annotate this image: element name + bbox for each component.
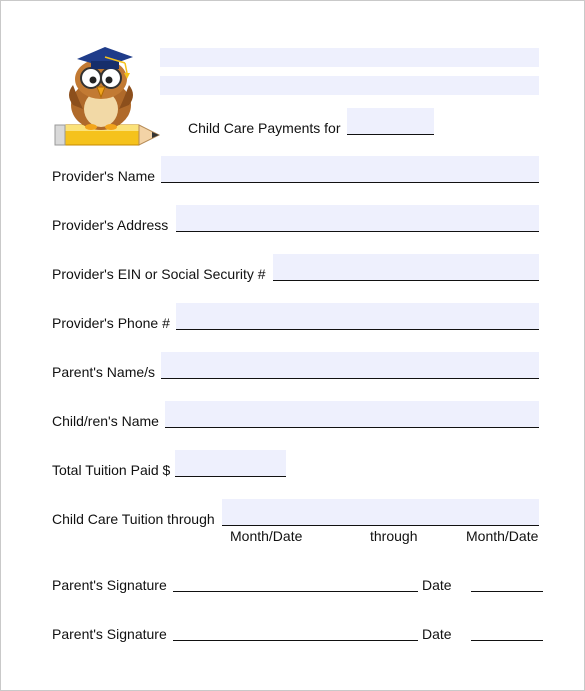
date-1-line[interactable] <box>471 591 543 592</box>
provider-phone-field[interactable] <box>176 303 539 330</box>
parent-names-field[interactable] <box>161 352 539 379</box>
children-names-label: Child/ren's Name <box>52 413 159 429</box>
date-2-label: Date <box>422 626 452 642</box>
header-field-1[interactable] <box>160 48 539 67</box>
provider-address-field[interactable] <box>176 205 539 232</box>
tuition-through-field[interactable] <box>222 499 539 526</box>
owl-graduate-icon <box>51 43 163 151</box>
parent-signature-1-line[interactable] <box>173 591 418 592</box>
tuition-through-label: Child Care Tuition through <box>52 511 215 527</box>
month-date-end-label: Month/Date <box>466 528 539 544</box>
parent-signature-1-label: Parent's Signature <box>52 577 167 593</box>
total-tuition-label: Total Tuition Paid $ <box>52 462 171 478</box>
form-title: Child Care Payments for <box>188 120 341 136</box>
parent-signature-2-line[interactable] <box>173 640 418 641</box>
provider-address-label: Provider's Address <box>52 217 169 233</box>
header-field-2[interactable] <box>160 76 539 95</box>
provider-name-label: Provider's Name <box>52 168 156 184</box>
provider-ein-field[interactable] <box>273 254 539 281</box>
parent-signature-2-label: Parent's Signature <box>52 626 167 642</box>
parent-names-label: Parent's Name/s <box>52 364 156 380</box>
date-2-line[interactable] <box>471 640 543 641</box>
date-1-label: Date <box>422 577 452 593</box>
children-names-field[interactable] <box>165 401 539 428</box>
month-date-start-label: Month/Date <box>230 528 303 544</box>
provider-ein-label: Provider's EIN or Social Security # <box>52 266 266 282</box>
provider-phone-label: Provider's Phone # <box>52 315 170 331</box>
through-label: through <box>370 528 418 544</box>
total-tuition-field[interactable] <box>175 450 286 477</box>
provider-name-field[interactable] <box>161 156 539 183</box>
payments-for-field[interactable] <box>347 108 434 135</box>
